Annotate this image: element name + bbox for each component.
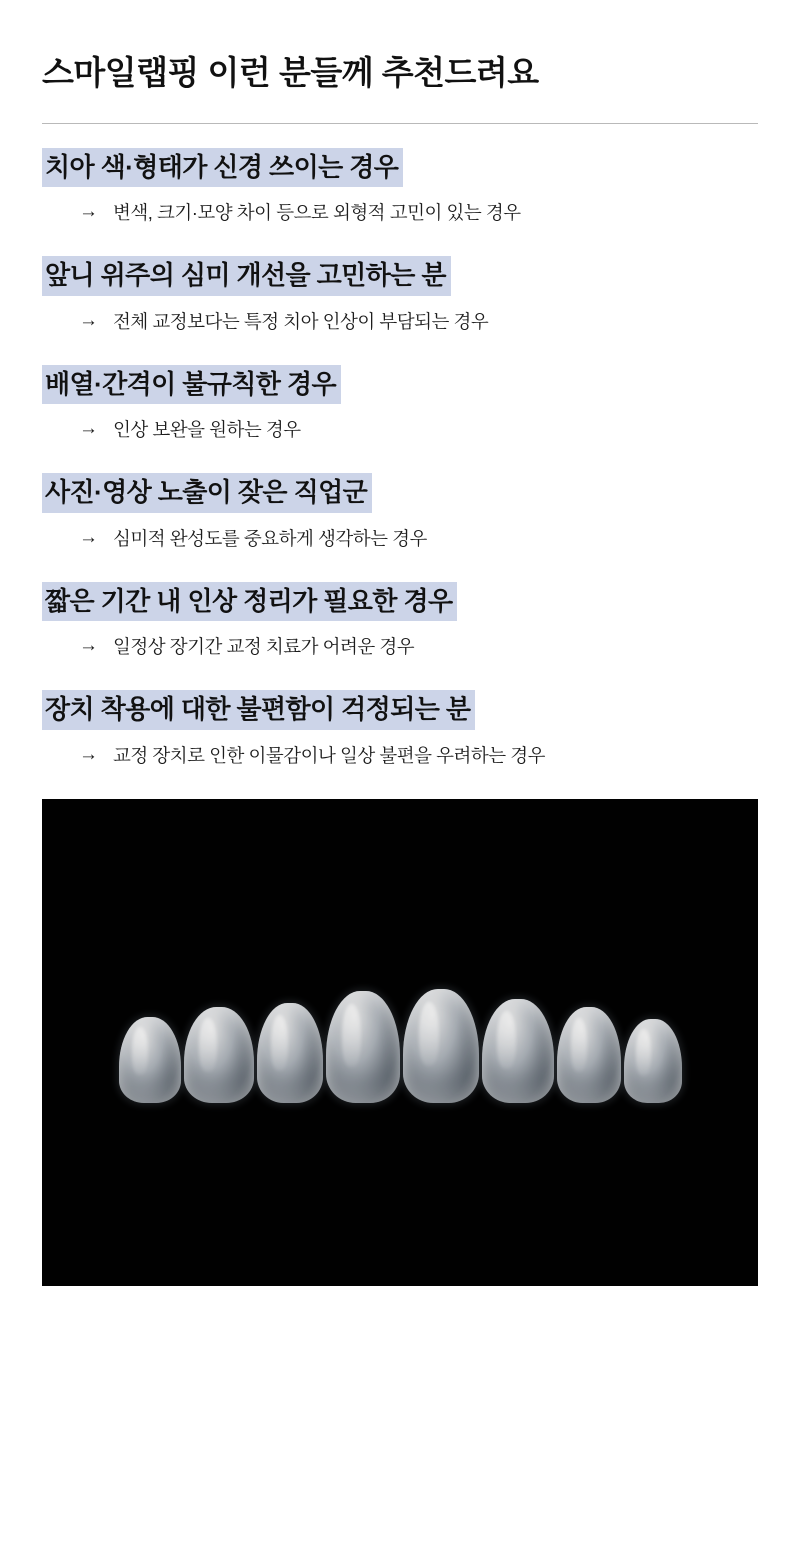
veneer-shell (403, 989, 479, 1103)
arrow-right-icon: → (79, 418, 98, 440)
item-description-text: 일정상 장기간 교정 치료가 어려운 경우 (113, 636, 415, 658)
veneer-shell (326, 991, 400, 1103)
item-description (42, 418, 758, 443)
item-description-text: 교정 장치로 인한 이물감이나 일상 불편을 우려하는 경우 (113, 744, 546, 766)
recommendation-list (42, 148, 758, 769)
item-description-text: 변색, 크기·모양 차이 등으로 외형적 고민이 있는 경우 (113, 202, 521, 224)
item-description-text: 전체 교정보다는 특정 치아 인상이 부담되는 경우 (113, 310, 489, 332)
item-heading: 치아 색·형태가 신경 쓰이는 경우 (42, 148, 403, 188)
item-heading: 장치 착용에 대한 불편함이 걱정되는 분 (42, 690, 475, 730)
arrow-right-icon: → (79, 743, 98, 765)
item-description (42, 310, 758, 335)
list-item (42, 690, 758, 768)
list-item (42, 256, 758, 334)
list-item (42, 473, 758, 551)
veneer-photo (42, 799, 758, 1286)
arrow-right-icon: → (79, 526, 98, 548)
item-heading: 앞니 위주의 심미 개선을 고민하는 분 (42, 256, 451, 296)
list-item (42, 365, 758, 443)
arrow-right-icon: → (79, 635, 98, 657)
page-title: 스마일랩핑 이런 분들께 추천드려요 (42, 54, 539, 91)
veneer-shell (624, 1019, 682, 1103)
item-description (42, 635, 758, 660)
list-item (42, 582, 758, 660)
item-heading: 배열·간격이 불규칙한 경우 (42, 365, 341, 405)
veneer-shell-row (42, 989, 758, 1103)
veneer-shell (482, 999, 554, 1103)
item-description-text: 심미적 완성도를 중요하게 생각하는 경우 (113, 527, 427, 549)
item-description-text: 인상 보완을 원하는 경우 (113, 419, 301, 441)
list-item (42, 148, 758, 226)
arrow-right-icon: → (79, 309, 98, 331)
item-description (42, 527, 758, 552)
veneer-shell (184, 1007, 254, 1103)
item-description (42, 201, 758, 226)
veneer-shell (557, 1007, 621, 1103)
item-description (42, 744, 758, 769)
veneer-shell (119, 1017, 181, 1103)
arrow-right-icon: → (79, 201, 98, 223)
veneer-shell (257, 1003, 323, 1103)
item-heading: 사진·영상 노출이 잦은 직업군 (42, 473, 372, 513)
item-heading: 짧은 기간 내 인상 정리가 필요한 경우 (42, 582, 457, 622)
title-divider (42, 123, 758, 124)
